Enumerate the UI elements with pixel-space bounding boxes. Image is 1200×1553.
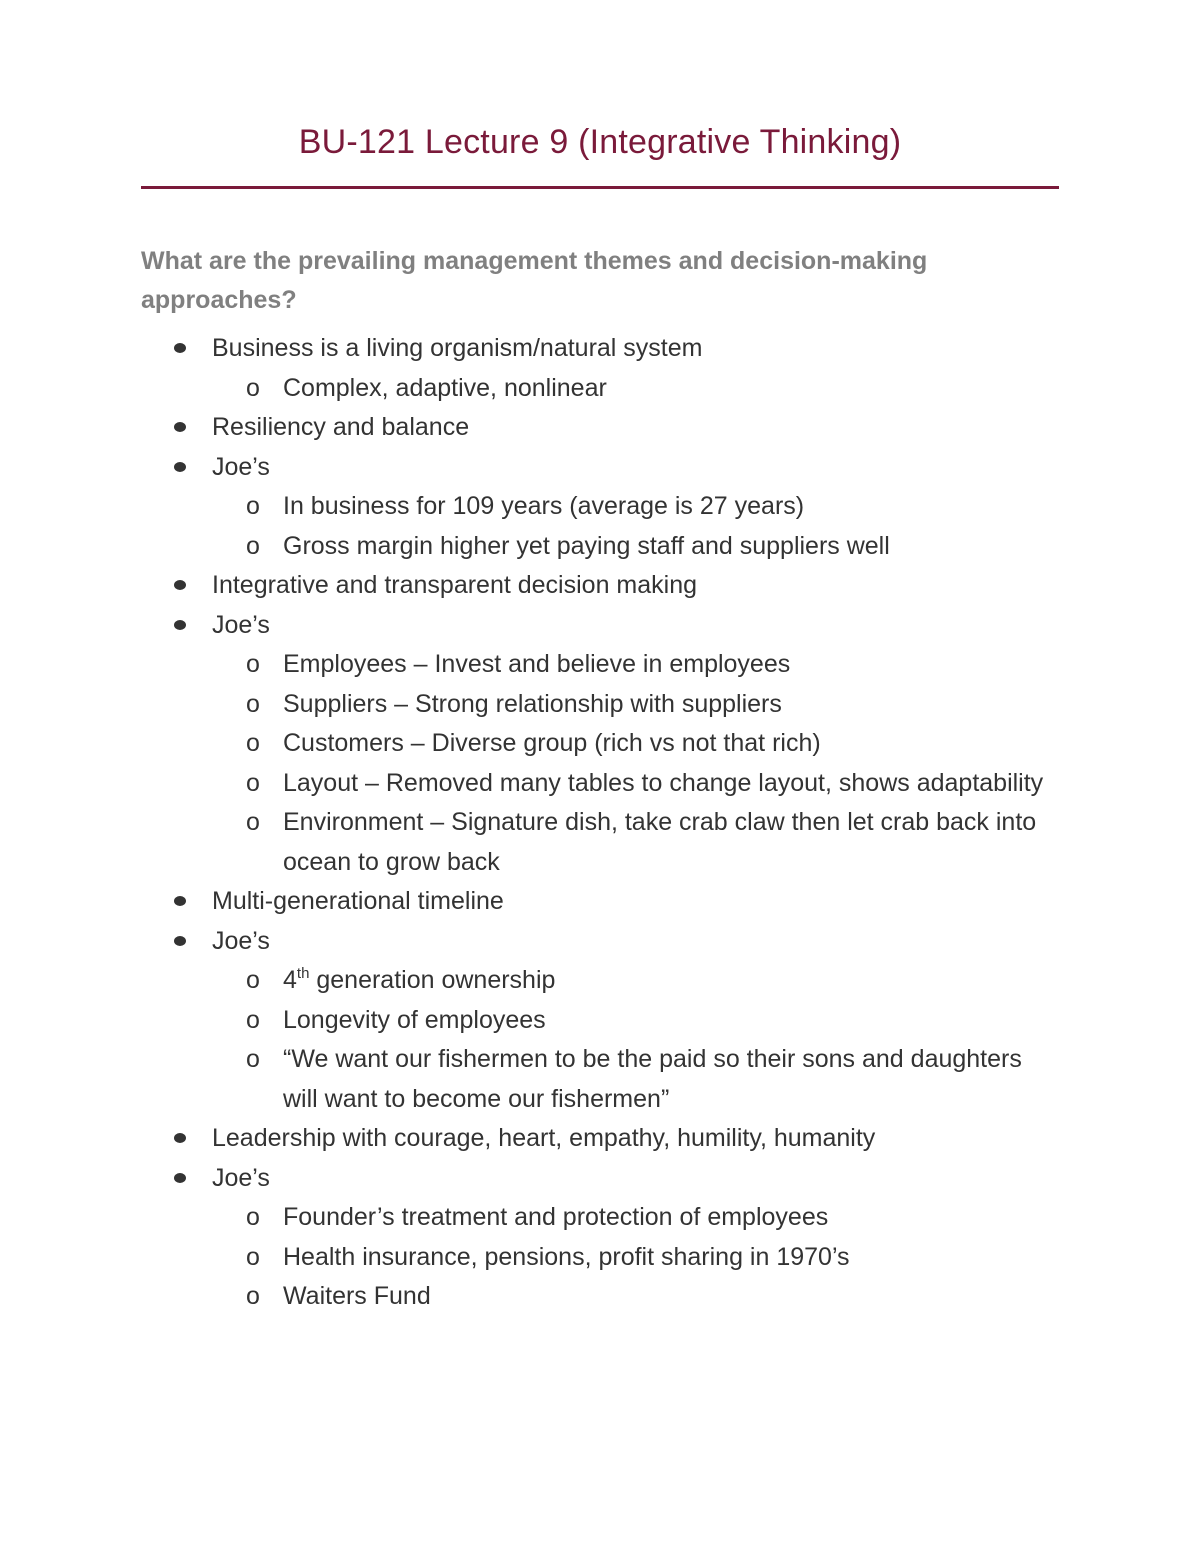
sub-list-item-text: Waiters Fund: [283, 1282, 431, 1310]
sub-list-item: [0, 1198, 1200, 1238]
bullet-outline: [0, 329, 1200, 1317]
sub-list-item: [0, 645, 1200, 685]
bullet-dot-icon: [174, 1173, 186, 1183]
list-item: [0, 606, 1200, 646]
sub-list-item-text: Customers – Diverse group (rich vs not that rich): [283, 729, 821, 757]
bullet-dot-icon: [174, 896, 186, 906]
list-item: [0, 329, 1200, 369]
hollow-bullet-icon: o: [246, 1203, 260, 1231]
bullet-dot-icon: [174, 1133, 186, 1143]
sub-list-item: [0, 1238, 1200, 1278]
sub-list-item-text: Longevity of employees: [283, 1005, 546, 1034]
sub-list-item: [0, 764, 1200, 804]
hollow-bullet-icon: o: [246, 729, 260, 757]
hollow-bullet-icon: o: [246, 689, 260, 718]
hollow-bullet-icon: o: [246, 531, 260, 560]
list-item-text: Joe’s: [212, 610, 270, 639]
list-item: [0, 922, 1200, 962]
sub-list-item-text: In business for 109 years (average is 27 years): [283, 492, 805, 520]
sub-list-item: [0, 724, 1200, 764]
sub-list-item: [0, 1001, 1200, 1041]
sub-list-item: [0, 803, 1200, 882]
hollow-bullet-icon: o: [246, 966, 260, 994]
hollow-bullet-icon: o: [246, 1282, 260, 1310]
hollow-bullet-icon: o: [246, 492, 260, 520]
sub-list-item: [0, 1040, 1200, 1119]
bullet-dot-icon: [174, 580, 186, 590]
list-item-text: Integrative and transparent decision making: [212, 571, 698, 599]
sub-list-item: [0, 961, 1200, 1001]
ordinal-number: 4: [283, 966, 297, 994]
list-item: [0, 1159, 1200, 1199]
list-item: [0, 1119, 1200, 1159]
bullet-dot-icon: [174, 422, 186, 432]
hollow-bullet-icon: o: [246, 1005, 260, 1034]
sub-list-item-text: Health insurance, pensions, profit sharing in 1970’s: [283, 1242, 850, 1271]
ordinal-suffix: th: [296, 965, 310, 982]
list-item: [0, 408, 1200, 448]
list-item: [0, 882, 1200, 922]
sub-list-item-text: Suppliers – Strong relationship with suppliers: [283, 689, 782, 718]
list-item-text: Leadership with courage, heart, empathy, humility, humanity: [212, 1124, 876, 1152]
bullet-dot-icon: [174, 462, 186, 472]
bullet-dot-icon: [174, 620, 186, 630]
sub-list-item: [0, 1277, 1200, 1317]
sub-list-item: [0, 369, 1200, 409]
list-item-text: Joe’s: [212, 1163, 270, 1192]
hollow-bullet-icon: o: [246, 768, 260, 797]
sub-list-item-text: Employees – Invest and believe in employees: [283, 650, 791, 678]
sub-list-item-text: Founder’s treatment and protection of employees: [283, 1203, 829, 1231]
sub-list-item: [0, 685, 1200, 725]
bullet-dot-icon: [174, 936, 186, 946]
sub-list-item-text: “We want our fishermen to be the paid so their sons and daughters will want to become our fishermen”: [283, 1045, 1022, 1113]
list-item-text: Business is a living organism/natural system: [212, 334, 703, 362]
hollow-bullet-icon: o: [246, 1242, 260, 1271]
section-heading: What are the prevailing management themes and decision-making approaches?: [141, 247, 928, 314]
sub-list-item-text: Environment – Signature dish, take crab claw then let crab back into ocean to grow back: [283, 808, 1037, 876]
title-divider: [141, 186, 1059, 189]
sub-list-item: [0, 527, 1200, 567]
list-item-text: Joe’s: [212, 926, 270, 955]
list-item: [0, 448, 1200, 488]
hollow-bullet-icon: o: [246, 373, 260, 402]
sub-list-item-text: Complex, adaptive, nonlinear: [283, 373, 607, 402]
list-item: [0, 566, 1200, 606]
sub-list-item-text: generation ownership: [309, 966, 556, 994]
list-item-text: Joe’s: [212, 452, 270, 481]
list-item-text: Resiliency and balance: [212, 413, 470, 441]
page-title: BU-121 Lecture 9 (Integrative Thinking): [298, 123, 902, 161]
sub-list-item-text: Layout – Removed many tables to change layout, shows adaptability: [283, 768, 1044, 797]
hollow-bullet-icon: o: [246, 650, 260, 678]
sub-list-item-text: Gross margin higher yet paying staff and suppliers well: [283, 531, 890, 560]
sub-list-item: [0, 487, 1200, 527]
list-item-text: Multi-generational timeline: [212, 887, 504, 915]
hollow-bullet-icon: o: [246, 1045, 260, 1073]
bullet-dot-icon: [174, 343, 186, 353]
hollow-bullet-icon: o: [246, 808, 260, 836]
